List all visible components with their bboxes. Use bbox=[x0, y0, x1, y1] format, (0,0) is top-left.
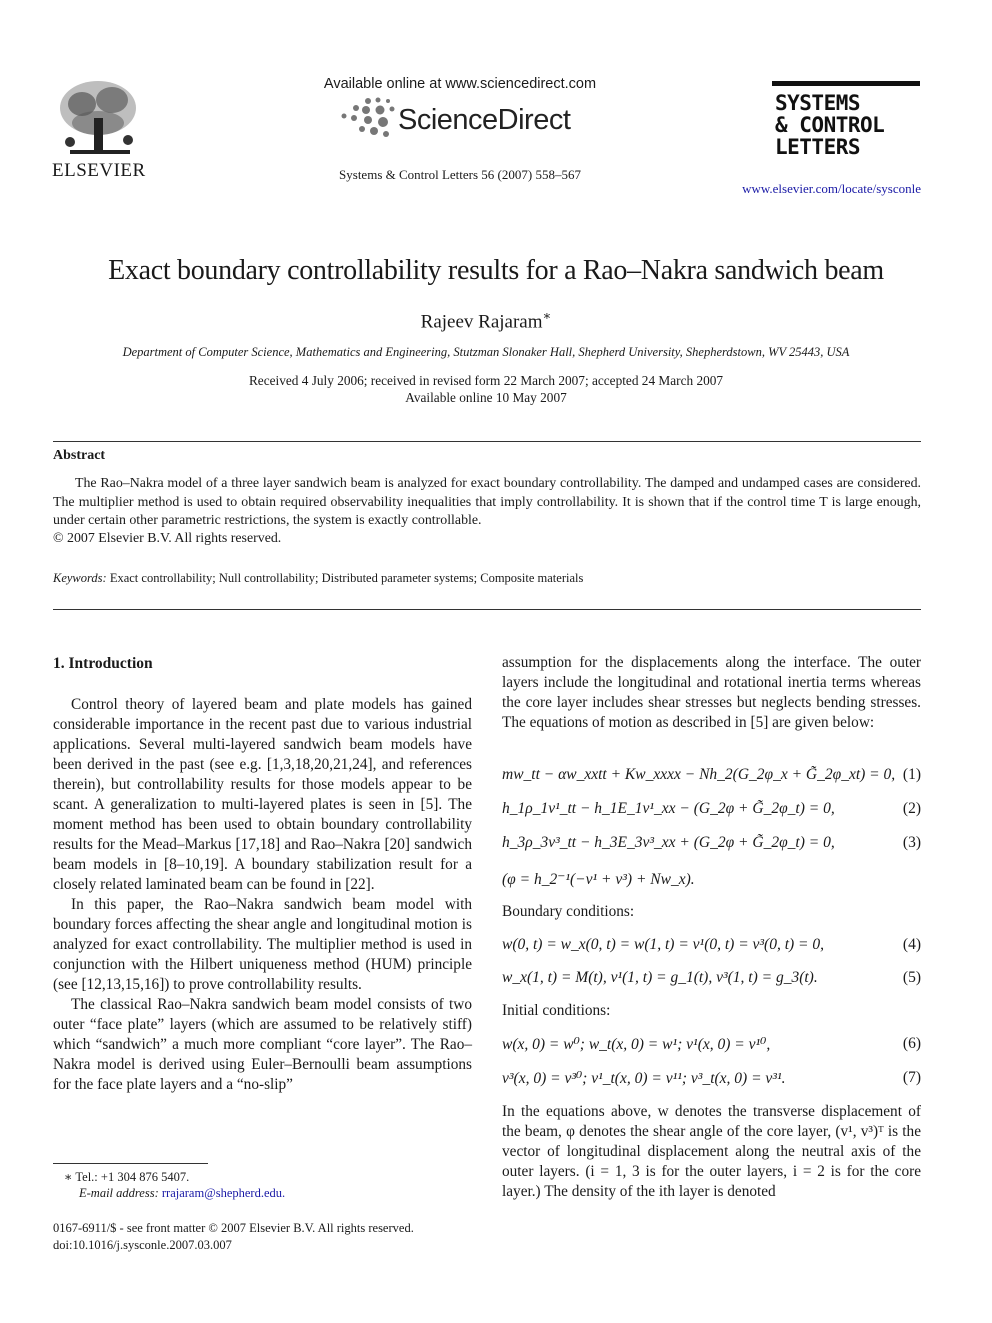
equation-text: w_x(1, t) = M(t), v¹(1, t) = g_1(t), v³(1, t) = g_3(t). bbox=[502, 969, 818, 986]
paragraph: assumption for the displacements along the interface. The outer layers include the longitudinal and rotational inertia terms whereas the core layer includes shear stresses but neglects bending stresses. The equations of motion as described in [5] are given below: bbox=[502, 654, 921, 731]
available-online-text[interactable]: Available online at www.sciencedirect.com bbox=[323, 76, 597, 92]
journal-reference: Systems & Control Letters 56 (2007) 558–567 bbox=[339, 167, 581, 182]
equation-text: w(0, t) = w_x(0, t) = w(1, t) = v¹(0, t) = v³(0, t) = 0, bbox=[502, 936, 825, 953]
equation-number: (3) bbox=[902, 834, 921, 851]
author-name: Rajeev Rajaram bbox=[420, 311, 543, 333]
journal-logo-rule bbox=[772, 81, 920, 86]
equation-number: (1) bbox=[902, 766, 921, 783]
left-column bbox=[53, 695, 472, 1095]
received-dates bbox=[140, 372, 832, 406]
sciencedirect-dots-icon bbox=[338, 96, 396, 138]
available-line: Available online 10 May 2007 bbox=[405, 390, 567, 405]
received-line: Received 4 July 2006; received in revised form 22 March 2007; accepted 24 March 2007 bbox=[248, 373, 724, 388]
right-column-top bbox=[502, 653, 921, 733]
article-title: Exact boundary controllability results for a Rao–Nakra sandwich beam bbox=[108, 255, 884, 286]
paragraph: Control theory of layered beam and plate models has gained considerable importance in the recent past due to various industrial applications. Several multi-layered sandwich beam models have been derived in the past (see e.g. [1,3,18,20,21,24], and references therein), but controllability results for those models appear to be scant. A generalization to multi-layered plates is seen in [5]. The moment method has been used to obtain boundary controllability results for the Mead–Markus [17,18] and Rao–Nakra [20] sandwich beam models in [8–10,19]. A boundary stabilization result for a closely related laminated beam can be found in [22]. bbox=[53, 696, 472, 893]
footnote-rule bbox=[53, 1163, 208, 1164]
equation-4 bbox=[502, 936, 921, 958]
equation-number: (7) bbox=[902, 1069, 921, 1086]
journal-title-line-1: SYSTEMS bbox=[775, 91, 861, 115]
equation-number: (4) bbox=[902, 936, 921, 953]
equation-number: (5) bbox=[902, 969, 921, 986]
equation-text: (φ = h_2⁻¹(−v¹ + v³) + Nw_x). bbox=[502, 871, 695, 888]
equation-text: w(x, 0) = w⁰; w_t(x, 0) = w¹; v¹(x, 0) = v¹⁰, bbox=[502, 1036, 771, 1053]
journal-title-line-3: LETTERS bbox=[775, 135, 861, 159]
journal-title-logo bbox=[775, 92, 925, 158]
keywords-text: Exact controllability; Null controllability; Distributed parameter systems; Composite materials bbox=[109, 571, 584, 585]
front-matter-line: 0167-6911/$ - see front matter © 2007 Elsevier B.V. All rights reserved. bbox=[53, 1221, 414, 1235]
paragraph: In this paper, the Rao–Nakra sandwich beam model with boundary forces affecting the shear angle and longitudinal motion is analyzed for exact controllability. The multiplier method is used in conjunction with the Hilbert uniqueness method (HUM) principle (see [12,13,15,16]) to prove controllability results. bbox=[53, 896, 472, 993]
equation-5 bbox=[502, 969, 921, 991]
equation-6 bbox=[502, 1035, 921, 1057]
equation-3 bbox=[502, 834, 921, 856]
boundary-conditions-label: Boundary conditions: bbox=[502, 903, 635, 920]
initial-conditions-label: Initial conditions: bbox=[502, 1002, 611, 1019]
author-line bbox=[300, 308, 672, 333]
abstract-copyright: © 2007 Elsevier B.V. All rights reserved. bbox=[53, 531, 282, 546]
right-column-bottom bbox=[502, 1102, 921, 1202]
equation-1 bbox=[502, 766, 921, 788]
section-heading: 1. Introduction bbox=[53, 655, 153, 672]
email-link[interactable]: rrajaram@shepherd.edu. bbox=[161, 1186, 286, 1200]
equation-text: mw_tt − αw_xxtt + Kw_xxxx − Nh_2(G_2φ_x + G̃_2φ_xt) = 0, bbox=[502, 766, 896, 783]
equation-number: (6) bbox=[902, 1035, 921, 1052]
abstract-heading: Abstract bbox=[53, 448, 106, 463]
equation-7 bbox=[502, 1069, 921, 1091]
abstract-text: The Rao–Nakra model of a three layer sandwich beam is analyzed for exact boundary controllability. The damped and undamped cases are considered. The multiplier method is used to obtain required observability inequalities that imply controllability. It is shown that if the control time T is large enough, under certain other parametric restrictions, the system is exactly controllable. bbox=[53, 476, 921, 528]
keywords bbox=[53, 571, 583, 586]
equation-2 bbox=[502, 800, 921, 822]
journal-title-line-2: & CONTROL bbox=[775, 113, 885, 137]
equation-3-definition bbox=[502, 870, 921, 892]
equation-number: (2) bbox=[902, 800, 921, 817]
doi-line: doi:10.1016/j.sysconle.2007.03.007 bbox=[53, 1238, 232, 1252]
paragraph: In the equations above, w denotes the transverse displacement of the beam, φ denotes the shear angle of the core layer, (v¹, v³)ᵀ is the vector of longitudinal displacement along the neutral axis of the outer layers. (i = 1, 3 is for the outer layers, i = 2 is for the core layer.) The density of the ith layer is denoted bbox=[502, 1103, 921, 1200]
front-matter bbox=[53, 1220, 414, 1254]
affiliation: Department of Computer Science, Mathematics and Engineering, Stutzman Slonaker Hall, Shepherd University, Shepherdstown, WV 25443, USA bbox=[122, 345, 850, 359]
equation-text: h_1ρ_1v¹_tt − h_1E_1v¹_xx − (G_2φ + G̃_2φ_t) = 0, bbox=[502, 800, 835, 817]
author-footnote-mark[interactable]: ∗ bbox=[542, 308, 552, 323]
divider bbox=[53, 441, 921, 442]
equation-text: h_3ρ_3v³_tt − h_3E_3v³_xx + (G_2φ + G̃_2φ_t) = 0, bbox=[502, 834, 835, 851]
paragraph: The classical Rao–Nakra sandwich beam model consists of two outer “face plate” layers (which are assumed to be relatively stiff) which “sandwich” a much more compliant “core layer”. The Rao–Nakra model is derived using Euler–Bernoulli beam assumptions for the face plate layers and a “no-slip” bbox=[53, 996, 472, 1093]
journal-url-link[interactable]: www.elsevier.com/locate/sysconle bbox=[742, 181, 921, 196]
footnote-email bbox=[79, 1186, 285, 1201]
footnote-tel: ∗ Tel.: +1 304 876 5407. bbox=[64, 1170, 190, 1184]
email-label: E-mail address: bbox=[79, 1186, 159, 1200]
divider bbox=[53, 609, 921, 610]
sciencedirect-name: ScienceDirect bbox=[398, 104, 571, 136]
publisher-name: ELSEVIER bbox=[52, 160, 146, 181]
keywords-label: Keywords: bbox=[53, 571, 107, 585]
equation-text: v³(x, 0) = v³⁰; v¹_t(x, 0) = v¹¹; v³_t(x, 0) = v³¹. bbox=[502, 1070, 786, 1087]
